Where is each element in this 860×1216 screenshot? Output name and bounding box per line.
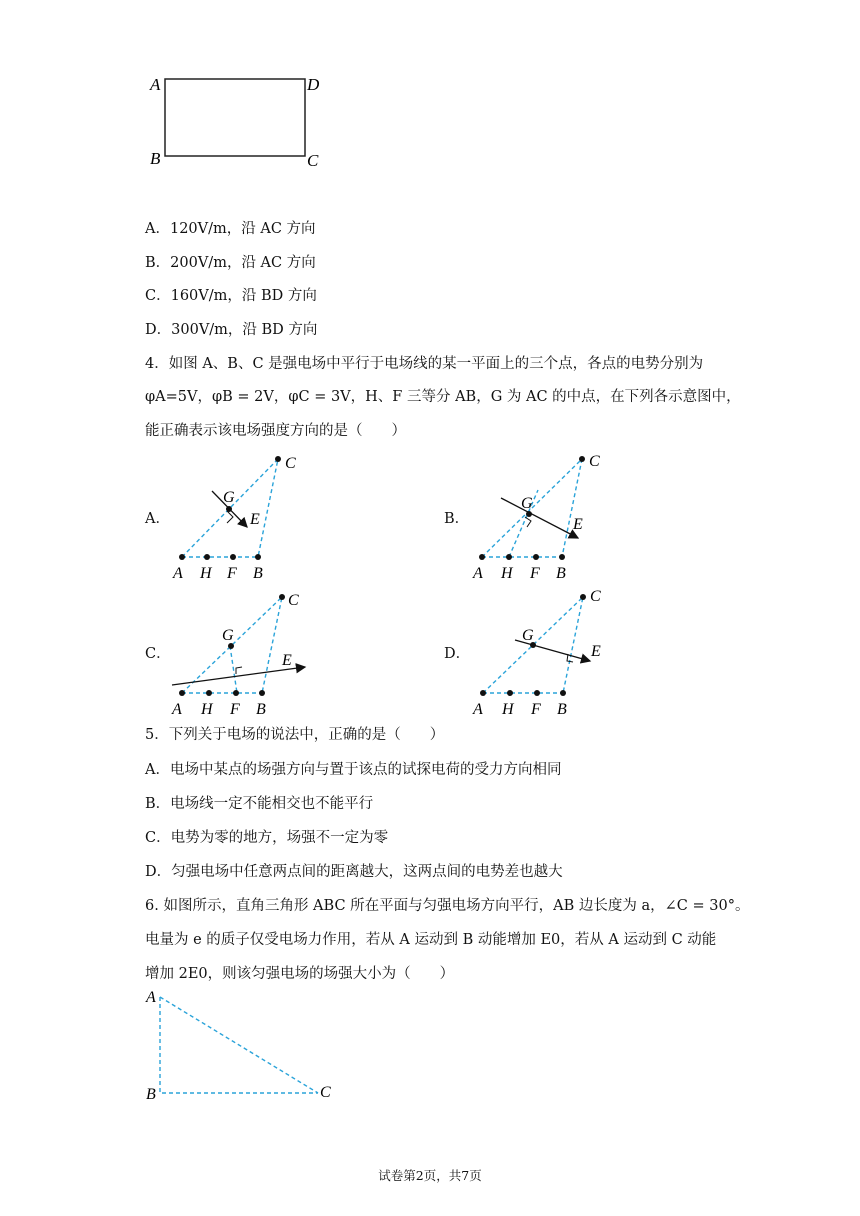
- point-f-label: F: [230, 701, 240, 718]
- option-letter: B．: [145, 255, 171, 271]
- point-g-label: G: [521, 495, 533, 512]
- q3-option-a: [145, 219, 316, 239]
- q4-figure-a: [165, 448, 315, 583]
- triangle-label-a: A: [146, 989, 156, 1006]
- point-f-label: F: [531, 701, 541, 718]
- point-f-label: F: [227, 565, 237, 582]
- option-text: 200V/m，沿 AC 方向: [170, 255, 316, 271]
- point-h-label: H: [201, 701, 213, 718]
- rect-label-a: A: [150, 75, 161, 94]
- point-a-label: A: [172, 701, 182, 718]
- q5-option-b: B．电场线一定不能相交也不能平行: [145, 796, 374, 812]
- q5-option-d: D．匀强电场中任意两点间的距离越大，这两点间的电势差也越大: [145, 864, 563, 880]
- rectangle-figure: [140, 70, 340, 180]
- rectangle-abcd: [140, 70, 340, 180]
- q4-figure-d: [465, 585, 625, 720]
- option-letter: D．: [145, 322, 172, 338]
- q6-triangle-figure: [140, 985, 350, 1105]
- point-e-label: E: [591, 643, 601, 660]
- point-b-label: B: [253, 565, 263, 582]
- q6-stem-line1: 6. 如图所示，直角三角形 ABC 所在平面与匀强电场方向平行，AB 边长度为 a，∠C = 30°。: [145, 898, 750, 914]
- point-c-label: C: [589, 453, 600, 470]
- q3-option-b: [145, 253, 316, 273]
- q4-stem-line1: 4．如图 A、B、C 是强电场中平行于电场线的某一平面上的三个点，各点的电势分别为: [145, 356, 704, 372]
- point-e-label: E: [573, 516, 583, 533]
- point-a-label: A: [173, 565, 183, 582]
- point-e-label: E: [282, 652, 292, 669]
- point-c-label: C: [590, 588, 601, 605]
- rect-label-d: D: [307, 75, 320, 94]
- point-g-label: G: [223, 489, 235, 506]
- point-e-label: E: [250, 511, 260, 528]
- point-b-label: B: [256, 701, 266, 718]
- q6-stem-line3: 增加 2E0，则该匀强电场的场强大小为（ ）: [145, 966, 455, 982]
- q3-option-c: [145, 286, 317, 306]
- q4-option-b-letter: B．: [444, 511, 470, 527]
- q4-stem-line3: 能正确表示该电场强度方向的是（ ）: [145, 423, 406, 439]
- point-c-label: C: [288, 592, 299, 609]
- point-a-label: A: [473, 701, 483, 718]
- option-letter: C．: [145, 288, 171, 304]
- q4-stem-line2: φA=5V，φB = 2V，φC = 3V，H、F 三等分 AB，G 为 AC 的中点，在下列各示意图中，: [145, 389, 741, 405]
- q5-option-a: A．电场中某点的场强方向与置于该点的试探电荷的受力方向相同: [145, 762, 562, 778]
- point-h-label: H: [501, 565, 513, 582]
- rect-label-c: C: [307, 151, 319, 170]
- q3-option-d: [145, 320, 317, 340]
- q4-figure-b: [465, 448, 625, 583]
- option-text: 160V/m，沿 BD 方向: [170, 288, 317, 304]
- point-c-label: C: [285, 455, 296, 472]
- q5-option-c: C．电势为零的地方，场强不一定为零: [145, 830, 389, 846]
- option-text: 300V/m，沿 BD 方向: [171, 322, 318, 338]
- point-g-label: G: [522, 627, 534, 644]
- q5-stem: 5．下列关于电场的说法中，正确的是（ ）: [145, 727, 445, 743]
- point-f-label: F: [530, 565, 540, 582]
- point-a-label: A: [473, 565, 483, 582]
- option-letter: A．: [145, 221, 170, 237]
- point-g-label: G: [222, 627, 234, 644]
- q4-option-c-letter: C．: [145, 646, 171, 662]
- triangle-label-c: C: [320, 1084, 331, 1101]
- q6-stem-line2: 电量为 e 的质子仅受电场力作用，若从 A 运动到 B 动能增加 E0，若从 A 运动到 C 动能: [145, 932, 717, 948]
- point-b-label: B: [557, 701, 567, 718]
- point-h-label: H: [502, 701, 514, 718]
- point-b-label: B: [556, 565, 566, 582]
- rect-label-b: B: [150, 149, 161, 168]
- triangle-label-b: B: [146, 1086, 156, 1103]
- point-h-label: H: [200, 565, 212, 582]
- option-text: 120V/m，沿 AC 方向: [169, 221, 316, 237]
- q4-figure-c: [160, 585, 320, 720]
- q4-option-a-letter: A．: [145, 511, 170, 527]
- q4-option-d-letter: D．: [444, 646, 471, 662]
- page-footer: 试卷第2页，共7页: [378, 1168, 482, 1183]
